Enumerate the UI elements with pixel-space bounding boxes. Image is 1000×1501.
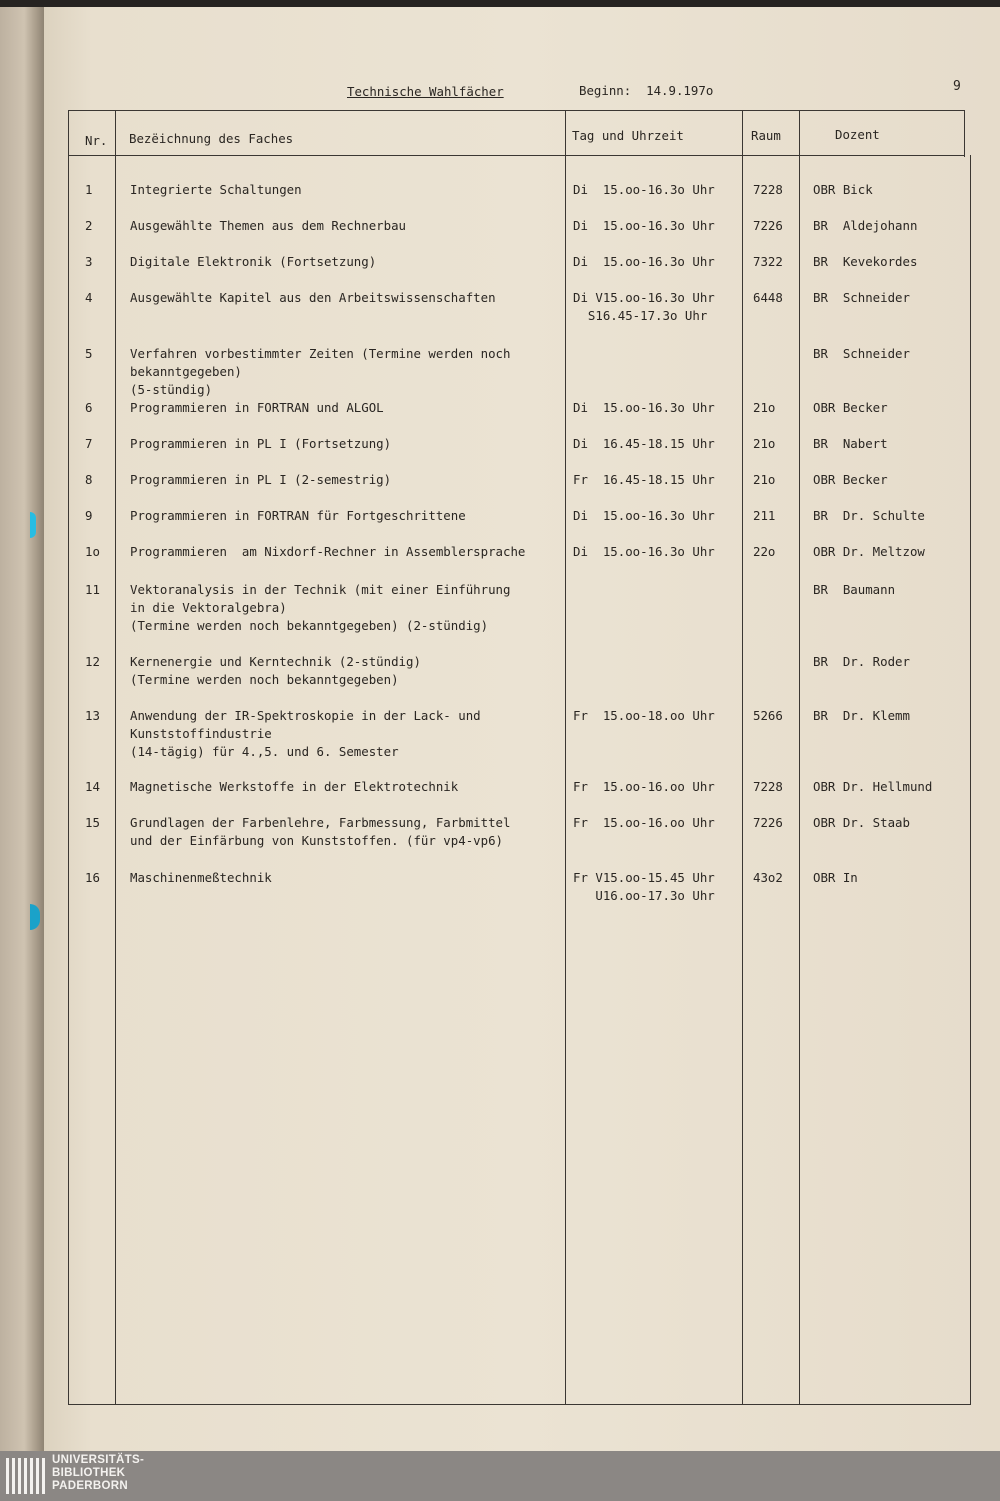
room-cell: 5266: [753, 708, 783, 723]
column-header-room: Raum: [751, 128, 781, 143]
subject-line: Ausgewählte Themen aus dem Rechnerbau: [130, 218, 407, 233]
lecturer-cell: OBR Bick: [813, 182, 873, 197]
subject-line: in die Vektoralgebra): [130, 600, 287, 615]
book-spine: [0, 7, 44, 1451]
page-number: 9: [953, 79, 961, 94]
document-title: Technische Wahlfächer: [347, 84, 504, 99]
time-line: Fr 15.oo-18.oo Uhr: [573, 708, 715, 723]
lecturer-cell: OBR Dr. Hellmund: [813, 779, 933, 794]
time-line: Di V15.oo-16.3o Uhr: [573, 290, 715, 305]
lecturer-cell: OBR Dr. Staab: [813, 815, 910, 830]
room-cell: 7226: [753, 218, 783, 233]
lecturer-cell: OBR Dr. Meltzow: [813, 544, 925, 559]
time-line: Di 15.oo-16.3o Uhr: [573, 508, 715, 523]
subject-line: bekanntgegeben): [130, 364, 242, 379]
library-name: UNIVERSITÄTS- BIBLIOTHEK PADERBORN: [52, 1454, 145, 1492]
time-line: Fr 15.oo-16.oo Uhr: [573, 779, 715, 794]
subject-line: (Termine werden noch bekanntgegeben) (2-stündig): [130, 618, 489, 633]
library-footer: [0, 1451, 1000, 1501]
row-number: 5: [85, 346, 93, 361]
subject-line: Ausgewählte Kapitel aus den Arbeitswissenschaften: [130, 290, 496, 305]
row-number: 2: [85, 218, 93, 233]
row-number: 7: [85, 436, 93, 451]
time-line: Fr 15.oo-16.oo Uhr: [573, 815, 715, 830]
row-number: 15: [85, 815, 100, 830]
room-cell: 7228: [753, 182, 783, 197]
room-cell: 21o: [753, 436, 776, 451]
subject-line: Integrierte Schaltungen: [130, 182, 302, 197]
time-line: Di 15.oo-16.3o Uhr: [573, 182, 715, 197]
subject-line: Anwendung der IR-Spektroskopie in der Lack- und: [130, 708, 481, 723]
column-header-nr: Nr.: [85, 133, 108, 148]
room-cell: 22o: [753, 544, 776, 559]
column-header-time: Tag und Uhrzeit: [572, 128, 684, 143]
lecturer-cell: OBR In: [813, 870, 858, 885]
time-line: S16.45-17.3o Uhr: [573, 308, 708, 323]
room-cell: 7322: [753, 254, 783, 269]
subject-line: Kunststoffindustrie: [130, 726, 272, 741]
row-number: 4: [85, 290, 93, 305]
lecturer-cell: BR Nabert: [813, 436, 888, 451]
subject-line: Digitale Elektronik (Fortsetzung): [130, 254, 377, 269]
subject-line: Programmieren am Nixdorf-Rechner in Assemblersprache: [130, 544, 526, 559]
subject-line: und der Einfärbung von Kunststoffen. (für vp4-vp6): [130, 833, 503, 848]
scanner-top-edge: [0, 0, 1000, 7]
lecturer-cell: BR Aldejohann: [813, 218, 918, 233]
lecturer-cell: BR Schneider: [813, 290, 910, 305]
subject-line: (14-tägig) für 4.,5. und 6. Semester: [130, 744, 399, 759]
start-date: Beginn: 14.9.197o: [579, 83, 714, 98]
row-number: 11: [85, 582, 100, 597]
row-number: 14: [85, 779, 100, 794]
subject-line: Magnetische Werkstoffe in der Elektrotechnik: [130, 779, 459, 794]
room-cell: 7228: [753, 779, 783, 794]
subject-line: Programmieren in FORTRAN und ALGOL: [130, 400, 384, 415]
time-line: Di 15.oo-16.3o Uhr: [573, 400, 715, 415]
lecturer-cell: BR Dr. Klemm: [813, 708, 910, 723]
room-cell: 7226: [753, 815, 783, 830]
time-line: Fr V15.oo-15.45 Uhr: [573, 870, 715, 885]
subject-line: Grundlagen der Farbenlehre, Farbmessung, Farbmittel: [130, 815, 511, 830]
lecturer-cell: BR Baumann: [813, 582, 896, 597]
subject-line: Vektoranalysis in der Technik (mit einer Einführung: [130, 582, 511, 597]
row-number: 9: [85, 508, 93, 523]
room-cell: 21o: [753, 400, 776, 415]
row-number: 1: [85, 182, 93, 197]
row-number: 1o: [85, 544, 100, 559]
time-line: U16.oo-17.3o Uhr: [573, 888, 715, 903]
subject-line: Maschinenmeßtechnik: [130, 870, 272, 885]
column-header-lecturer: Dozent: [835, 127, 880, 142]
lecturer-cell: BR Schneider: [813, 346, 910, 361]
library-logo-icon: [6, 1456, 46, 1496]
subject-line: (5-stündig): [130, 382, 213, 397]
lecturer-cell: OBR Becker: [813, 472, 888, 487]
lecturer-cell: OBR Becker: [813, 400, 888, 415]
paper-clip-marker: [30, 512, 36, 538]
room-cell: 6448: [753, 290, 783, 305]
lecturer-cell: BR Dr. Roder: [813, 654, 910, 669]
time-line: Di 16.45-18.15 Uhr: [573, 436, 715, 451]
room-cell: 211: [753, 508, 776, 523]
time-line: Di 15.oo-16.3o Uhr: [573, 254, 715, 269]
room-cell: 21o: [753, 472, 776, 487]
time-line: Fr 16.45-18.15 Uhr: [573, 472, 715, 487]
row-number: 8: [85, 472, 93, 487]
row-number: 16: [85, 870, 100, 885]
subject-line: Kernenergie und Kerntechnik (2-stündig): [130, 654, 421, 669]
room-cell: 43o2: [753, 870, 783, 885]
row-number: 12: [85, 654, 100, 669]
time-line: Di 15.oo-16.3o Uhr: [573, 218, 715, 233]
subject-line: Programmieren in FORTRAN für Fortgeschrittene: [130, 508, 466, 523]
subject-line: Programmieren in PL I (Fortsetzung): [130, 436, 392, 451]
row-number: 13: [85, 708, 100, 723]
time-line: Di 15.oo-16.3o Uhr: [573, 544, 715, 559]
row-number: 3: [85, 254, 93, 269]
column-header-subject: Bezëichnung des Faches: [129, 131, 294, 146]
lecturer-cell: BR Kevekordes: [813, 254, 918, 269]
subject-line: Programmieren in PL I (2-semestrig): [130, 472, 392, 487]
lecturer-cell: BR Dr. Schulte: [813, 508, 925, 523]
row-number: 6: [85, 400, 93, 415]
subject-line: (Termine werden noch bekanntgegeben): [130, 672, 399, 687]
subject-line: Verfahren vorbestimmter Zeiten (Termine werden noch: [130, 346, 511, 361]
